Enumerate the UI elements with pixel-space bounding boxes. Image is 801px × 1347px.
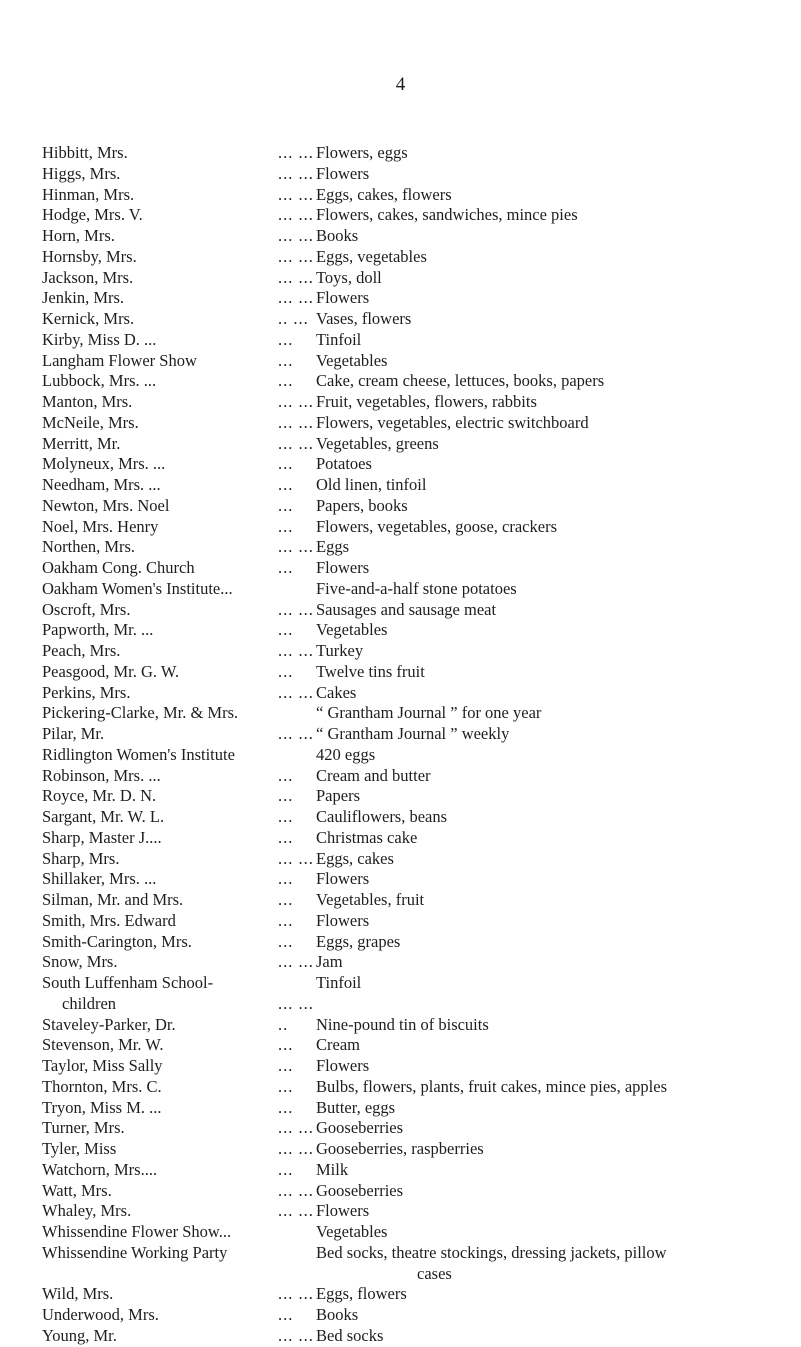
donation-description: Flowers [316, 558, 370, 577]
list-item [42, 268, 792, 289]
leader-dots: ... ... [278, 433, 314, 453]
donation-description: Tinfoil [316, 329, 362, 349]
donation-description: Cream [316, 1035, 360, 1055]
leader-dots: ... [278, 786, 294, 806]
leader-dots: ... [278, 890, 294, 909]
donor-name: Silman, Mr. and Mrs. [42, 890, 184, 909]
leader-dots: ... [278, 516, 294, 536]
list-item [42, 1222, 792, 1243]
leader-dots: ... [278, 620, 294, 640]
list-item [42, 1015, 792, 1036]
donation-description: Flowers [316, 163, 370, 183]
leader-dots: .. ... [278, 309, 309, 328]
leader-dots: ... ... [278, 641, 314, 660]
list-item [42, 434, 792, 455]
donation-description: Flowers, cakes, sandwiches, mince pies [316, 205, 578, 225]
leader-dots: ... ... [278, 267, 314, 287]
donor-name: Stevenson, Mr. W. [42, 1035, 164, 1055]
donation-description: Five-and-a-half stone potatoes [316, 578, 517, 598]
list-item [42, 828, 792, 849]
leader-dots: ... [278, 1305, 294, 1324]
donor-name: Staveley-Parker, Dr. [42, 1014, 176, 1034]
leader-dots: ... ... [278, 1139, 314, 1158]
donor-name: Perkins, Mrs. [42, 682, 131, 702]
donation-description: Old linen, tinfoil [316, 475, 427, 494]
donor-name: Robinson, Mrs. ... [42, 765, 161, 785]
list-item [42, 330, 792, 351]
leader-dots: ... [278, 1076, 294, 1096]
leader-dots: ... ... [278, 1118, 314, 1138]
donor-name: Kernick, Mrs. [42, 309, 135, 328]
donor-name: Papworth, Mr. ... [42, 620, 154, 640]
leader-dots: ... ... [278, 184, 314, 204]
donation-description: Vegetables [316, 350, 388, 370]
donor-name: Kirby, Miss D. ... [42, 329, 157, 349]
leader-dots: ... [278, 661, 294, 681]
donor-name: Hibbitt, Mrs. [42, 143, 128, 162]
donor-name: Wild, Mrs. [42, 1284, 114, 1304]
leader-dots: ... [278, 869, 294, 889]
donor-name: Thornton, Mrs. C. [42, 1076, 162, 1096]
donation-description: Eggs, vegetables [316, 246, 427, 266]
leader-dots: ... ... [278, 599, 314, 619]
donation-description: Milk [316, 1159, 349, 1179]
donation-description: Bed socks [316, 1325, 384, 1345]
list-item [42, 890, 792, 911]
donor-name: Sharp, Master J.... [42, 827, 162, 847]
donation-description: Flowers [316, 1201, 370, 1221]
donation-description: Twelve tins fruit [316, 661, 425, 681]
donation-description: Eggs, flowers [316, 1284, 407, 1304]
donor-name: Turner, Mrs. [42, 1118, 125, 1138]
list-item [42, 620, 792, 641]
donor-name: Newton, Mrs. Noel [42, 495, 170, 515]
leader-dots: ... [278, 807, 294, 826]
list-item [42, 558, 792, 579]
donation-description: Papers, books [316, 495, 408, 515]
donor-name: Whissendine Working Party [42, 1242, 228, 1262]
donation-description: Flowers, vegetables, goose, crackers [316, 516, 557, 536]
donation-description: “ Grantham Journal ” weekly [316, 724, 510, 743]
leader-dots: ... ... [278, 143, 314, 162]
donor-name: Pickering-Clarke, Mr. & Mrs. [42, 703, 239, 723]
list-item [42, 1056, 792, 1077]
donation-description: Jam [316, 952, 343, 972]
list-item [42, 1201, 792, 1222]
donor-name: Sargant, Mr. W. L. [42, 807, 165, 826]
donation-description: Gooseberries [316, 1180, 404, 1200]
leader-dots: ... [278, 350, 294, 370]
list-item [42, 413, 792, 434]
donor-name: Higgs, Mrs. [42, 163, 121, 183]
list-item [42, 1098, 792, 1119]
leader-dots: ... [278, 329, 294, 349]
list-item [42, 952, 792, 973]
donor-name: Oscroft, Mrs. [42, 599, 131, 619]
donation-description: Bed socks, theatre stockings, dressing jackets, pillow cases [316, 1242, 667, 1283]
donation-description: 420 eggs [316, 744, 376, 764]
donation-description: Flowers [316, 288, 370, 308]
donation-description: Nine-pound tin of biscuits [316, 1014, 489, 1034]
leader-dots: ... [278, 558, 294, 577]
leader-dots: ... ... [278, 952, 314, 972]
list-item [42, 973, 792, 1015]
donor-name: Pilar, Mr. [42, 724, 105, 743]
donor-name: Sharp, Mrs. [42, 848, 120, 868]
donor-name: Snow, Mrs. [42, 952, 118, 972]
donor-name: Ridlington Women's Institute [42, 744, 235, 764]
list-item [42, 164, 792, 185]
leader-dots: ... ... [278, 412, 314, 432]
list-item [42, 1305, 792, 1326]
donation-description: Cakes [316, 682, 357, 702]
list-item [42, 517, 792, 538]
list-item [42, 641, 792, 662]
list-item [42, 537, 792, 558]
list-item [42, 911, 792, 932]
donor-name: Watchorn, Mrs.... [42, 1159, 158, 1179]
donation-description: Flowers [316, 1056, 370, 1075]
list-item [42, 932, 792, 953]
list-item [42, 1139, 792, 1160]
donor-name: Taylor, Miss Sally [42, 1056, 163, 1075]
list-item [42, 1243, 792, 1285]
list-item [42, 371, 792, 392]
leader-dots: ... ... [278, 288, 314, 308]
donation-description: Eggs, cakes, flowers [316, 184, 452, 204]
donor-name: Hinman, Mrs. [42, 184, 135, 204]
list-item [42, 869, 792, 890]
leader-dots: ... [278, 495, 294, 515]
list-item [42, 703, 792, 724]
list-item [42, 185, 792, 206]
list-item [42, 309, 792, 330]
list-item [42, 143, 792, 164]
list-item [42, 579, 792, 600]
list-item [42, 600, 792, 621]
list-item [42, 807, 792, 828]
list-item [42, 1326, 792, 1347]
list-item [42, 683, 792, 704]
list-item [42, 1181, 792, 1202]
donor-name: Manton, Mrs. [42, 392, 133, 411]
donation-description: Christmas cake [316, 827, 418, 847]
donor-name: Horn, Mrs. [42, 226, 115, 245]
donor-name: Young, Mr. [42, 1325, 117, 1345]
donor-name: Smith, Mrs. Edward [42, 910, 176, 930]
leader-dots: ... [278, 931, 294, 951]
donor-name: Watt, Mrs. [42, 1180, 112, 1200]
donation-description: Vegetables, greens [316, 433, 439, 453]
leader-dots: ... ... [278, 682, 314, 702]
list-item [42, 1118, 792, 1139]
leader-dots: ... [278, 1035, 294, 1055]
leader-dots: ... [278, 765, 294, 785]
leader-dots: ... [278, 371, 294, 391]
donor-name: Tryon, Miss M. ... [42, 1097, 162, 1117]
leader-dots: ... ... [278, 392, 314, 411]
donation-description: Books [316, 1305, 359, 1324]
list-item [42, 1035, 792, 1056]
leader-dots: ... [278, 1056, 294, 1075]
donor-name: Jackson, Mrs. [42, 267, 134, 287]
donation-description: “ Grantham Journal ” for one year [316, 703, 542, 723]
donation-description: Books [316, 226, 359, 245]
donation-description: Gooseberries [316, 1118, 404, 1138]
leader-dots: ... ... [278, 1180, 314, 1200]
leader-dots: ... [278, 1159, 294, 1179]
list-item [42, 1160, 792, 1181]
donor-name: Hodge, Mrs. V. [42, 205, 143, 225]
list-item [42, 454, 792, 475]
donor-name: McNeile, Mrs. [42, 412, 139, 432]
leader-dots: ... ... [278, 1201, 314, 1221]
leader-dots: ... ... [278, 226, 314, 245]
donor-name: Hornsby, Mrs. [42, 246, 137, 266]
list-item [42, 786, 792, 807]
donor-name: Peach, Mrs. [42, 641, 121, 660]
list-item [42, 475, 792, 496]
leader-dots: ... [278, 910, 294, 930]
donor-name: Jenkin, Mrs. [42, 288, 125, 308]
list-item [42, 724, 792, 745]
donation-description: Papers [316, 786, 360, 806]
list-item [42, 496, 792, 517]
donor-name: South Luffenham School- children [42, 973, 214, 1013]
list-item [42, 351, 792, 372]
donor-name: Langham Flower Show [42, 350, 197, 370]
list-item [42, 392, 792, 413]
list-item [42, 1284, 792, 1305]
leader-dots: ... [278, 1097, 294, 1117]
donation-description: Flowers, eggs [316, 143, 408, 162]
donor-name: Tyler, Miss [42, 1139, 117, 1158]
donor-name: Molyneux, Mrs. ... [42, 454, 166, 474]
donor-name: Oakham Cong. Church [42, 558, 195, 577]
list-item [42, 766, 792, 787]
donation-description: Gooseberries, raspberries [316, 1139, 484, 1158]
donation-description: Sausages and sausage meat [316, 599, 497, 619]
donation-description: Tinfoil [316, 973, 362, 992]
leader-dots: ... ... [278, 537, 314, 557]
donation-description: Turkey [316, 641, 364, 660]
list-item [42, 288, 792, 309]
list-item [42, 247, 792, 268]
leader-dots: ... [278, 827, 294, 847]
list-item [42, 1077, 792, 1098]
donation-description: Vegetables, fruit [316, 890, 425, 909]
leader-dots: ... [278, 475, 294, 494]
donation-description: Eggs, grapes [316, 931, 401, 951]
donor-name: Whaley, Mrs. [42, 1201, 132, 1221]
list-item [42, 205, 792, 226]
donation-description: Flowers [316, 869, 370, 889]
donation-description: Eggs [316, 537, 349, 557]
donor-name: Whissendine Flower Show... [42, 1222, 232, 1241]
donation-description: Fruit, vegetables, flowers, rabbits [316, 392, 537, 411]
list-item [42, 745, 792, 766]
donor-name: Needham, Mrs. ... [42, 475, 161, 494]
leader-dots: ... ... [278, 1284, 314, 1304]
donation-description: Cake, cream cheese, lettuces, books, papers [316, 371, 605, 391]
leader-dots: ... ... [278, 724, 314, 743]
donation-description: Bulbs, flowers, plants, fruit cakes, mince pies, apples [316, 1076, 668, 1096]
donation-description: Vases, flowers [316, 309, 412, 328]
donor-name: Merritt, Mr. [42, 433, 121, 453]
donor-list [42, 143, 792, 1347]
donor-name: Northen, Mrs. [42, 537, 136, 557]
list-item [42, 662, 792, 683]
donation-description: Vegetables [316, 620, 388, 640]
list-item [42, 849, 792, 870]
donor-name: Noel, Mrs. Henry [42, 516, 159, 536]
donation-description: Cream and butter [316, 765, 431, 785]
leader-dots: ... ... [278, 163, 314, 183]
leader-dots: ... ... [278, 848, 314, 868]
donor-name: Lubbock, Mrs. ... [42, 371, 157, 391]
page-number: 4 [395, 74, 406, 95]
donation-description: Butter, eggs [316, 1097, 396, 1117]
leader-dots: ... ... [278, 1325, 314, 1345]
donation-description: Flowers, vegetables, electric switchboard [316, 412, 589, 432]
donation-description: Eggs, cakes [316, 848, 394, 868]
leader-dots: ... ... [278, 205, 314, 225]
donation-description: Cauliflowers, beans [316, 807, 448, 826]
donor-name: Royce, Mr. D. N. [42, 786, 157, 806]
leader-dots: ... [278, 454, 294, 474]
donation-description: Potatoes [316, 454, 372, 474]
donor-name: Shillaker, Mrs. ... [42, 869, 157, 889]
donor-name: Oakham Women's Institute... [42, 578, 233, 598]
donation-description: Toys, doll [316, 267, 382, 287]
leader-dots: .. [278, 1014, 289, 1034]
list-item [42, 226, 792, 247]
donor-name: Smith-Carington, Mrs. [42, 931, 192, 951]
donor-name: Peasgood, Mr. G. W. [42, 661, 180, 681]
leader-dots: ... ... [278, 246, 314, 266]
leader-dots: ... ... [278, 993, 314, 1013]
donor-name: Underwood, Mrs. [42, 1305, 159, 1324]
donation-description: Vegetables [316, 1222, 388, 1241]
donation-description: Flowers [316, 910, 370, 930]
